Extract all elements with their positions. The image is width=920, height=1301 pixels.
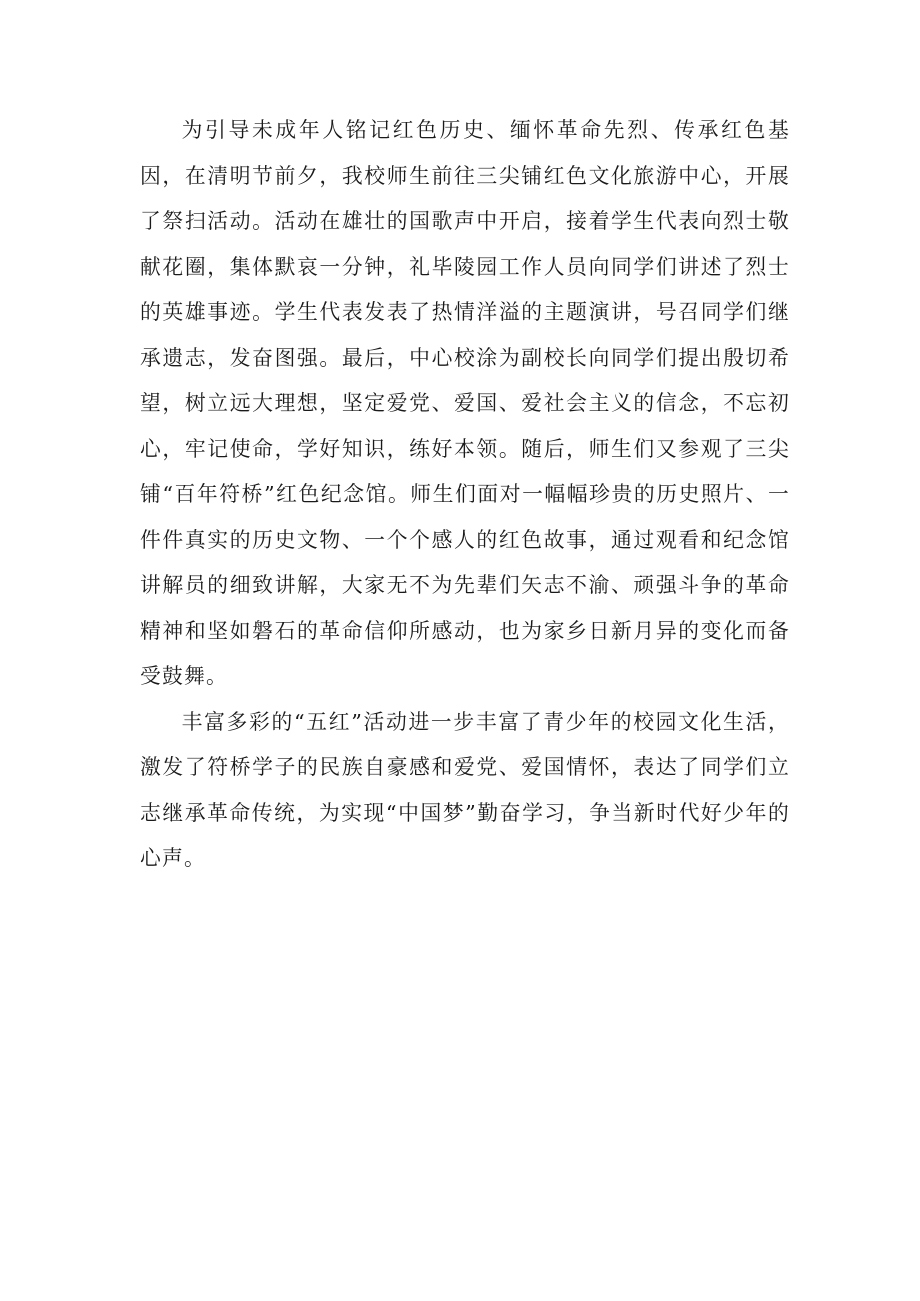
document-body (140, 108, 790, 882)
paragraph-2: 丰富多彩的“五红”活动进一步丰富了青少年的校园文化生活，激发了符桥学子的民族自豪感和爱党、爱国情怀，表达了同学们立志继承革命传统，为实现“中国梦”勤奋学习，争当新时代好少年的心声。 (140, 709, 790, 870)
paragraph-1: 为引导未成年人铭记红色历史、缅怀革命先烈、传承红色基因，在清明节前夕，我校师生前往三尖铺红色文化旅游中心，开展了祭扫活动。活动在雄壮的国歌声中开启，接着学生代表向烈士敬献花圈，集体默哀一分钟，礼毕陵园工作人员向同学们讲述了烈士的英雄事迹。学生代表发表了热情洋溢的主题演讲，号召同学们继承遗志，发奋图强。最后，中心校涂为副校长向同学们提出殷切希望，树立远大理想，坚定爱党、爱国、爱社会主义的信念，不忘初心，牢记使命，学好知识，练好本领。随后，师生们又参观了三尖铺“百年符桥”红色纪念馆。师生们面对一幅幅珍贵的历史照片、一件件真实的历史文物、一个个感人的红色故事，通过观看和纪念馆讲解员的细致讲解，大家无不为先辈们矢志不渝、顽强斗争的革命精神和坚如磐石的革命信仰所感动，也为家乡日新月异的变化而备受鼓舞。 (140, 118, 790, 688)
